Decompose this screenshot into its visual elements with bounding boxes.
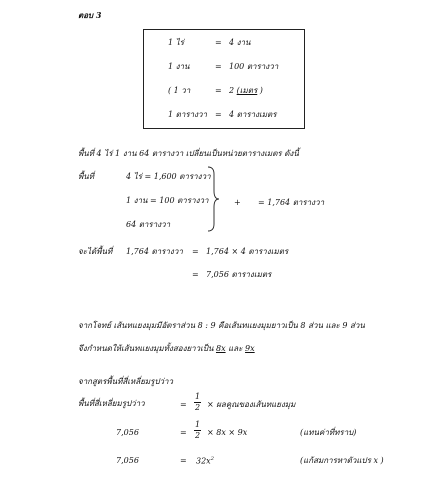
area-line-1: 4 ไร่ = 1,600 ตารางวา xyxy=(126,172,211,181)
result-eq-2: = xyxy=(192,270,199,279)
table-row-1-right: 4 งาน xyxy=(229,38,251,47)
table-row-3-right: 2 (เมตร ) xyxy=(229,86,263,95)
table-row-4-eq: = xyxy=(215,110,222,119)
table-row-3-left: ( 1 วา xyxy=(168,86,191,95)
table-row-4-right: 4 ตารางเมตร xyxy=(229,110,277,119)
table-row-2-left: 1 งาน xyxy=(168,62,190,71)
curly-brace xyxy=(206,166,220,232)
eq2-rhs: × 8x × 9x xyxy=(207,428,248,437)
table-row-3-eq: = xyxy=(215,86,222,95)
area-line-2: 1 งาน = 100 ตารางวา xyxy=(126,196,209,205)
result-a: 1,764 ตารางวา xyxy=(126,247,183,256)
result-eq-1: = xyxy=(192,247,199,256)
eq1-fraction xyxy=(194,393,201,412)
area-plus: + xyxy=(234,198,241,207)
table-row-4-left: 1 ตารางวา xyxy=(168,110,207,119)
eq2-lhs: 7,056 xyxy=(116,428,139,437)
ratio-line-2: จึงกำหนดให้เส้นทแยงมุมทั้งสองยาวเป็น 8x และ 9x xyxy=(78,344,255,353)
area-line-3: 64 ตารางวา xyxy=(126,220,171,229)
eq2-note: (แทนค่าที่ทราบ) xyxy=(300,428,357,437)
eq3-lhs: 7,056 xyxy=(116,456,139,465)
eq2-fraction xyxy=(194,421,201,440)
table-row-1-eq: = xyxy=(215,38,222,47)
eq3-equals: = xyxy=(180,456,187,465)
fraction-denominator: 2 xyxy=(195,431,201,440)
eq3-note: (แก้สมการหาตัวแปร x ) xyxy=(300,456,384,465)
table-row-2-eq: = xyxy=(215,62,222,71)
eq1-rhs: × ผลคูณของเส้นทแยงมุม xyxy=(207,400,296,409)
eq1-equals: = xyxy=(180,400,187,409)
answer-label: ตอบ 3 xyxy=(78,10,102,20)
area-sum: = 1,764 ตารางวา xyxy=(258,198,325,207)
result-label: จะได้พื้นที่ xyxy=(78,247,113,256)
eq3-rhs: $32x^2$ xyxy=(196,456,214,466)
area-label: พื้นที่ xyxy=(78,172,95,181)
eq2-equals: = xyxy=(180,428,187,437)
ratio-line-1: จากโจทย์ เส้นทแยงมุมมีอัตราส่วน 8 : 9 คือเส้นทแยงมุมยาวเป็น 8 ส่วน และ 9 ส่วน xyxy=(78,321,365,330)
fraction-denominator: 2 xyxy=(195,403,201,412)
table-row-2-right: 100 ตารางวา xyxy=(229,62,279,71)
conversion-table xyxy=(143,29,305,129)
result-b: 1,764 × 4 ตารางเมตร xyxy=(206,247,289,256)
formula-label: พื้นที่สี่เหลี่ยมรูปว่าว xyxy=(78,399,145,408)
result-final: 7,056 ตารางเมตร xyxy=(206,270,272,279)
table-row-1-left: 1 ไร่ xyxy=(168,38,184,47)
fraction-numerator: 1 xyxy=(195,392,201,401)
area-question: พื้นที่ 4 ไร่ 1 งาน 64 ตารางวา เปลี่ยนเป็นหน่วยตารางเมตร ดังนี้ xyxy=(78,149,299,158)
fraction-numerator: 1 xyxy=(195,420,201,429)
formula-intro: จากสูตรพื้นที่สี่เหลี่ยมรูปว่าว xyxy=(78,377,174,386)
